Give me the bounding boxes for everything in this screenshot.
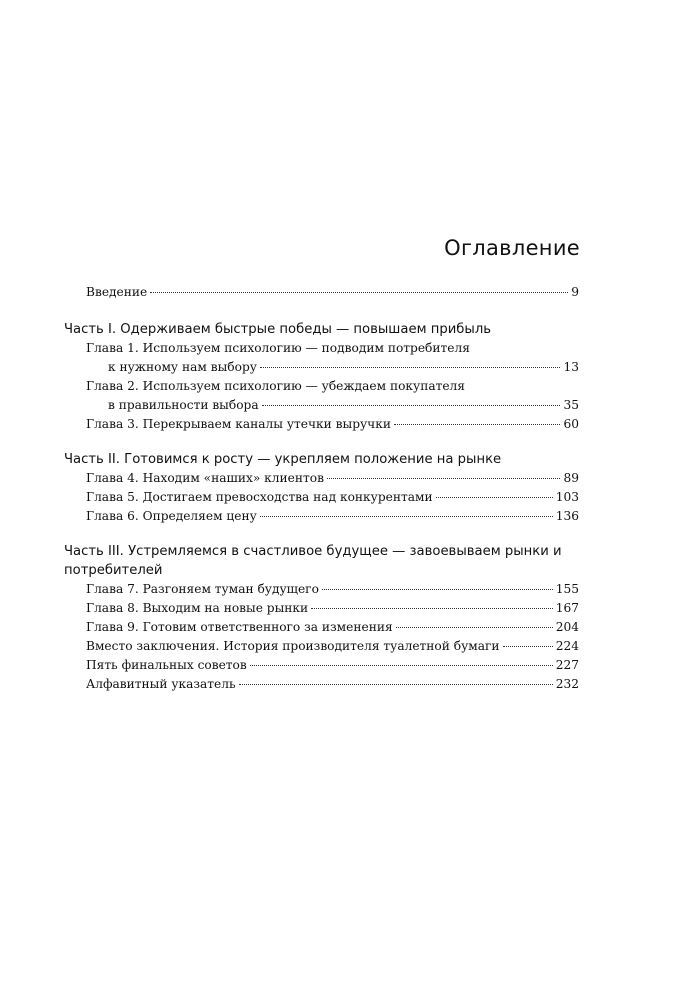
toc-entry-label: Глава 7. Разгоняем туман будущего [86,582,319,596]
dot-leader [503,646,553,647]
dot-leader [396,627,553,628]
toc-page-number: 204 [555,620,579,634]
toc-entry-label: Глава 5. Достигаем превосходства над конкурентами [86,490,433,504]
toc-page-number: 227 [555,658,579,672]
toc-entry-chapter-1[interactable] [64,358,579,377]
dot-leader [322,589,553,590]
toc-entry-chapter-3[interactable] [64,415,579,434]
dot-leader [239,684,553,685]
toc-entry-label: Введение [86,285,148,299]
part-heading-1[interactable]: Часть I. Одерживаем быстрые победы — повышаем прибыль [64,322,492,337]
toc-entry-chapter-2-line1[interactable]: Глава 2. Используем психологию — убеждаем покупателя [86,379,465,393]
toc-entry-chapter-5[interactable] [64,488,579,507]
part-heading-3[interactable]: Часть III. Устремляемся в счастливое будущее — завоевываем рынки и потребителей [64,544,562,578]
toc-entry-intro[interactable] [64,283,579,302]
toc-page-number: 13 [563,360,579,374]
toc-entry-final-tips[interactable] [64,656,579,675]
toc-entry-label: Алфавитный указатель [86,677,236,691]
toc-page-number: 167 [555,601,579,615]
toc-entry-index[interactable] [64,675,579,694]
table-of-contents [64,283,579,694]
toc-page-number: 103 [555,490,579,504]
toc-entry-chapter-2[interactable] [64,396,579,415]
toc-entry-label: Глава 4. Находим «наших» клиентов [86,471,324,485]
toc-entry-label: Глава 3. Перекрываем каналы утечки выручки [86,417,391,431]
toc-entry-chapter-7[interactable] [64,580,579,599]
toc-entry-chapter-6[interactable] [64,507,579,526]
toc-page-number: 155 [555,582,579,596]
toc-entry-chapter-1-line1[interactable]: Глава 1. Используем психологию — подводим потребителя [86,341,470,355]
toc-entry-label: Вместо заключения. История производителя туалетной бумаги [86,639,500,653]
part-heading-2[interactable]: Часть II. Готовимся к росту — укрепляем положение на рынке [64,452,502,467]
toc-entry-label: Пять финальных советов [86,658,247,672]
toc-entry-chapter-8[interactable] [64,599,579,618]
toc-page-number: 224 [555,639,579,653]
toc-entry-label: Глава 8. Выходим на новые рынки [86,601,309,615]
page-title: Оглавление [444,236,580,260]
toc-entry-label: в правильности выбора [108,398,259,412]
toc-entry-label: к нужному нам выбору [108,360,257,374]
toc-page-number: 232 [555,677,579,691]
toc-entry-chapter-9[interactable] [64,618,579,637]
dot-leader [262,405,561,406]
dot-leader [260,367,561,368]
dot-leader [327,478,561,479]
toc-page-number: 60 [563,417,579,431]
dot-leader [394,424,561,425]
toc-entry-chapter-4[interactable] [64,469,579,488]
toc-page-number: 136 [555,509,579,523]
dot-leader [150,292,568,293]
toc-entry-label: Глава 6. Определяем цену [86,509,257,523]
dot-leader [250,665,553,666]
toc-page-number: 35 [563,398,579,412]
toc-page-number: 89 [563,471,579,485]
toc-entry-label: Глава 9. Готовим ответственного за изменения [86,620,393,634]
dot-leader [436,497,553,498]
dot-leader [260,516,553,517]
toc-page-number: 9 [571,285,579,299]
dot-leader [311,608,553,609]
toc-entry-conclusion[interactable] [64,637,579,656]
